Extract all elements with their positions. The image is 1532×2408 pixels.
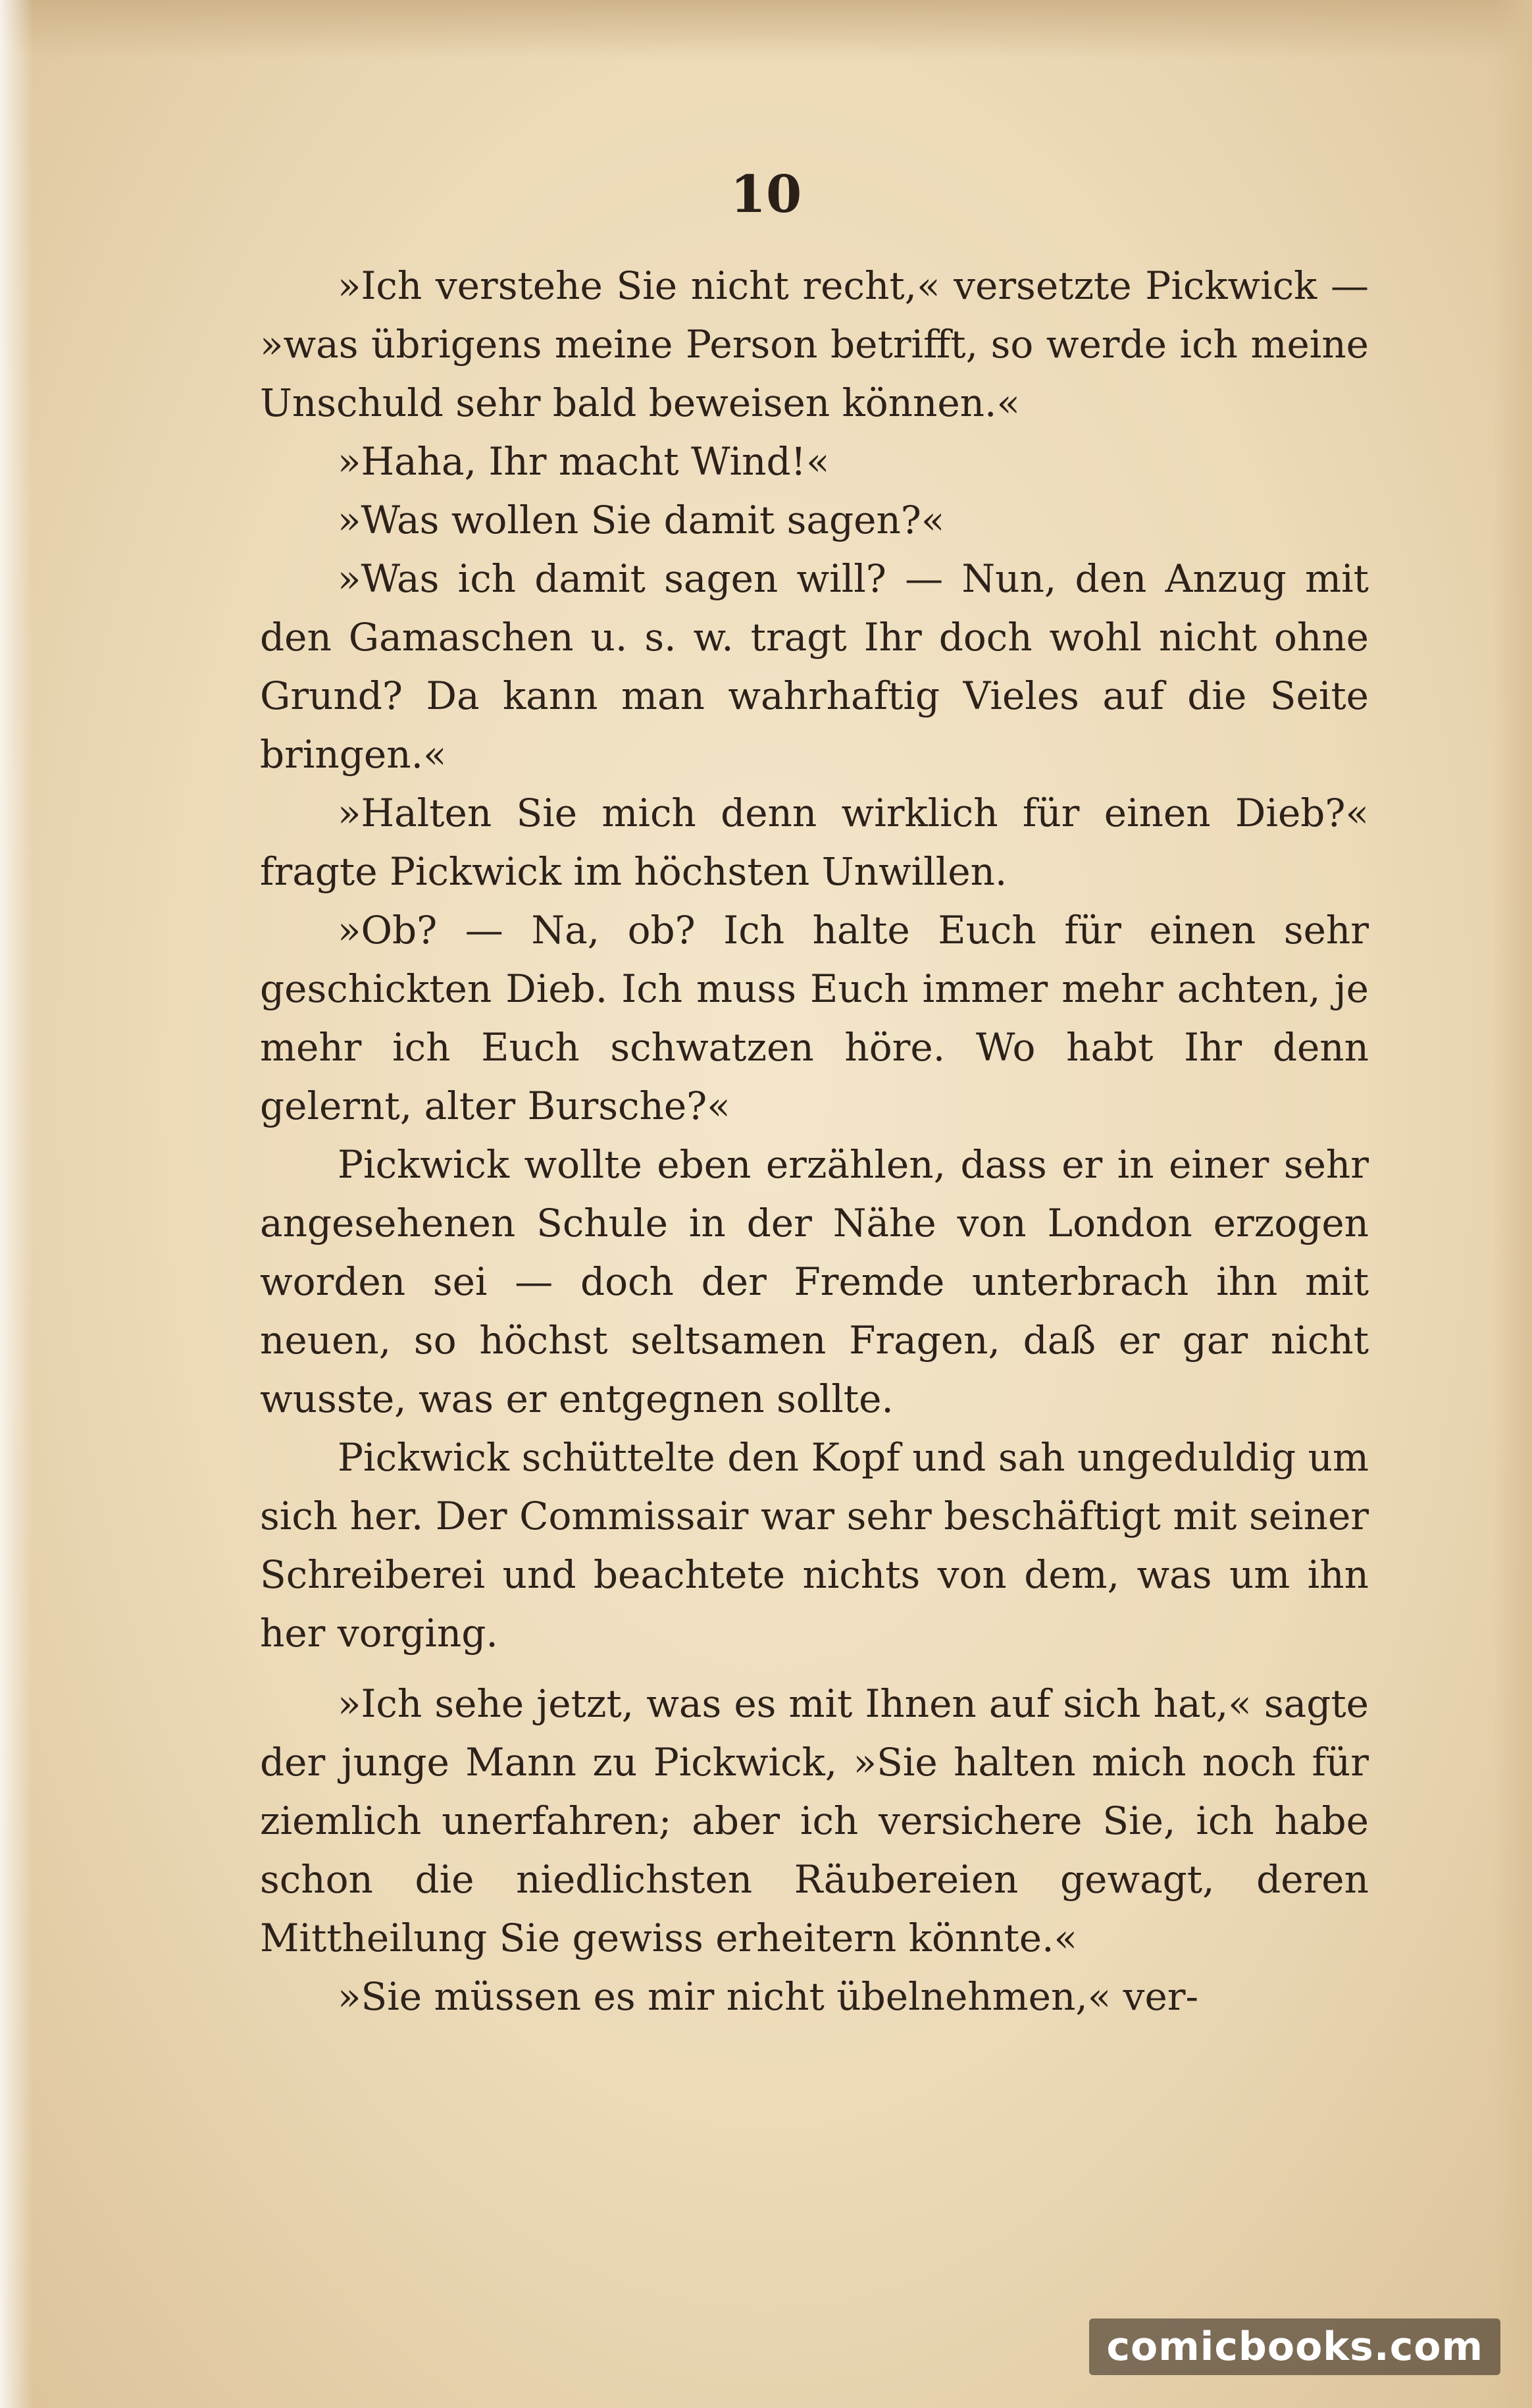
paragraph: »Was wollen Sie damit sagen?« (338, 498, 945, 542)
page-edge-shadow-right (1493, 0, 1532, 2408)
page-edge-left (0, 0, 33, 2408)
body-text (260, 257, 1369, 2026)
paragraph: »Was ich damit sagen will? — Nun, den Anzug mit den Gamaschen u. s. w. tragt Ihr doch wohl nicht ohne Grund? Da kann man wahrhaftig Vieles auf die Seite bringen.« (260, 556, 1369, 777)
paragraph: Pickwick schüttelte den Kopf und sah ungeduldig um sich her. Der Commissair war sehr beschäftigt mit seiner Schreiberei und beachtete nichts von dem, was um ihn her vorging. (260, 1435, 1369, 1656)
paragraph: »Ich verstehe Sie nicht recht,« versetzte Pickwick — »was übrigens meine Person betrifft, so werde ich meine Unschuld sehr bald beweisen können.« (260, 263, 1369, 425)
paragraph: »Ob? — Na, ob? Ich halte Euch für einen sehr geschickten Dieb. Ich muss Euch immer mehr achten, je mehr ich Euch schwatzen höre. Wo habt Ihr denn gelernt, alter Bursche?« (260, 908, 1369, 1128)
page-number: 10 (730, 165, 802, 224)
paragraph: Pickwick wollte eben erzählen, dass er in einer sehr angesehenen Schule in der Nähe von London erzogen worden sei — doch der Fremde unterbrach ihn mit neuen, so höchst seltsamen Fragen, daß er gar nicht wusste, was er entgegnen sollte. (260, 1142, 1369, 1421)
paragraph: »Ich sehe jetzt, was es mit Ihnen auf sich hat,« sagte der junge Mann zu Pickwick, »Sie halten mich noch für ziemlich unerfahren; aber ich versichere Sie, ich habe schon die niedlichsten Räubereien gewagt, deren Mittheilung Sie gewiss erheitern könnte.« (260, 1681, 1369, 1960)
paragraph: »Sie müssen es mir nicht übelnehmen,« ver- (338, 1974, 1199, 2019)
paragraph: »Haha, Ihr macht Wind!« (338, 439, 830, 484)
watermark: comicbooks.com (1089, 2318, 1500, 2375)
page-edge-shadow-top (0, 0, 1532, 59)
paragraph: »Halten Sie mich denn wirklich für einen Dieb?« fragte Pickwick im höchsten Unwillen. (260, 791, 1369, 894)
